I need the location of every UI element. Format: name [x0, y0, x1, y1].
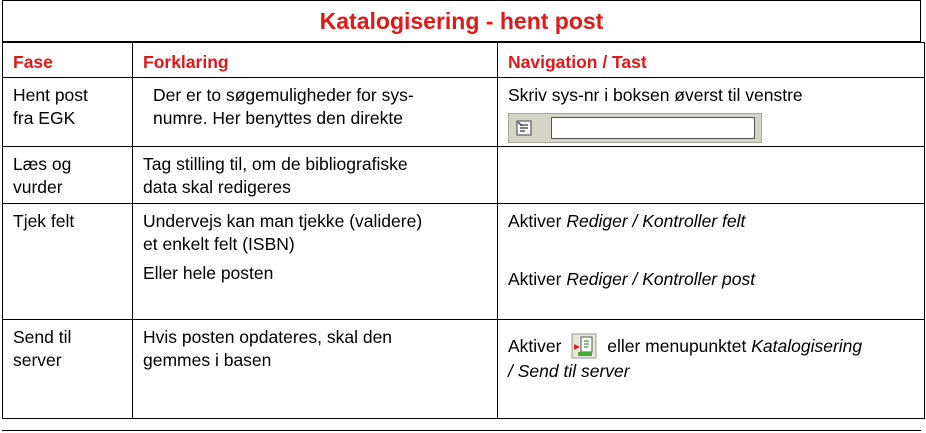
table-row [3, 204, 925, 320]
explanation-text-line: Undervejs kan man tjekke (validere) [143, 211, 423, 231]
explanation-text-line: Eller hele posten [143, 263, 274, 283]
page-title: Katalogisering - hent post [2, 0, 921, 42]
navigation-prefix: Aktiver [508, 269, 567, 289]
send-to-server-icon[interactable] [570, 332, 598, 360]
navigation-instruction [508, 332, 924, 360]
navigation-text: Skriv sys-nr i boksen øverst til venstre [508, 85, 803, 105]
explanation-text-line: et enkelt felt (ISBN) [143, 234, 295, 254]
phase-text-line: fra EGK [13, 108, 76, 128]
explanation-text-line: Hvis posten opdateres, skal den [143, 327, 393, 347]
explanation-text-line: data skal redigeres [143, 177, 291, 197]
header-navigation: Navigation / Tast [508, 52, 647, 72]
phase-text-line: Tjek felt [13, 211, 75, 231]
navigation-prefix: Aktiver [508, 336, 562, 356]
menu-path-send-line1[interactable]: Katalogisering [751, 336, 863, 356]
phase-text-line: Hent post [13, 85, 88, 105]
navigation-cell [498, 204, 924, 291]
phase-text-line: vurder [13, 177, 63, 197]
table-row [3, 78, 925, 147]
phase-text-line: server [13, 350, 62, 370]
phase-text-line: Læs og [13, 154, 72, 174]
explanation-text-line: gemmes i basen [143, 350, 272, 370]
explanation-text-line: numre. Her benyttes den direkte [153, 108, 403, 128]
explanation-cell [133, 147, 497, 199]
explanation-cell [133, 320, 497, 372]
phase-cell [3, 147, 132, 199]
phase-cell [3, 320, 132, 372]
header-phase: Fase [13, 52, 53, 72]
phase-cell [3, 204, 132, 233]
navigation-instruction [508, 210, 924, 233]
phase-cell [3, 78, 132, 130]
table-row [3, 147, 925, 204]
explanation-cell [133, 78, 497, 130]
navigation-cell [498, 147, 924, 153]
sysnr-input[interactable] [551, 117, 755, 139]
search-record-icon[interactable] [513, 117, 535, 139]
navigation-cell [498, 320, 924, 383]
table-header-row [3, 43, 925, 78]
explanation-text-line: Tag stilling til, om de bibliografiske [143, 154, 408, 174]
menu-path-check-record[interactable]: Rediger / Kontroller post [566, 269, 756, 289]
explanation-cell [133, 204, 497, 285]
menu-path-check-field[interactable]: Rediger / Kontroller felt [566, 211, 746, 231]
navigation-cell [498, 78, 924, 143]
table-row [3, 320, 925, 419]
menu-path-send-line2[interactable]: / Send til server [508, 361, 630, 381]
phase-text-line: Send til [13, 327, 72, 347]
navigation-middle-text: eller menupunktet [607, 336, 747, 356]
header-explanation: Forklaring [143, 52, 229, 72]
divider [2, 430, 921, 431]
navigation-instruction [508, 268, 924, 291]
explanation-text-line: Der er to søgemuligheder for sys- [153, 85, 414, 105]
navigation-prefix: Aktiver [508, 211, 567, 231]
sysnr-toolbar [508, 113, 762, 143]
instruction-table [2, 42, 925, 419]
